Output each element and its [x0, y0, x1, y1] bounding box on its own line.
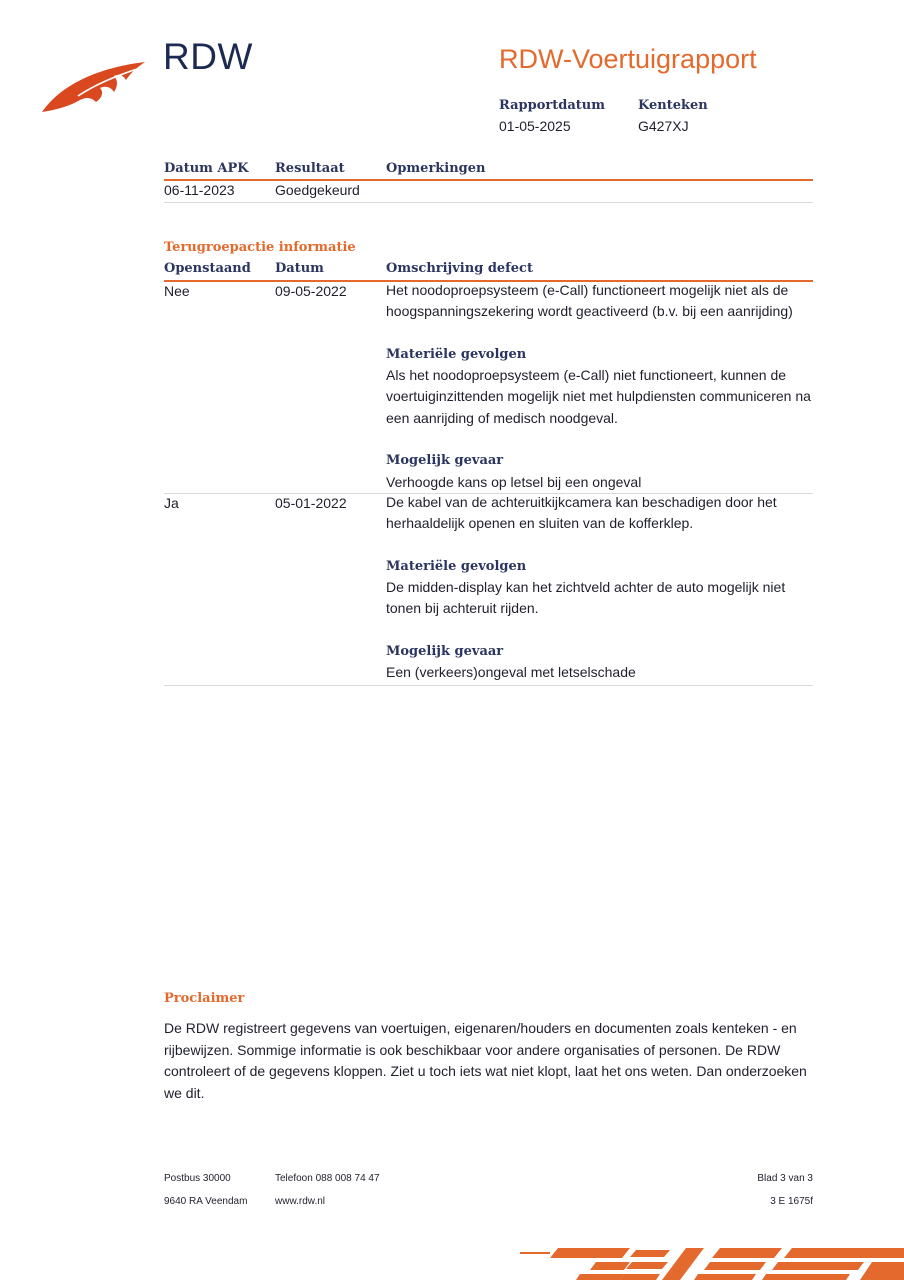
apk-header-result: Resultaat [275, 161, 345, 176]
possible-danger-text: Verhoogde kans op letsel bij een ongeval [386, 473, 642, 490]
recall-row-open: Ja [164, 495, 179, 511]
proclaimer-text: De RDW registreert gegevens van voertuigen, eigenaren/houders en documenten zoals kenteken - en rijbewijzen. Sommige informatie is ook beschikbaar voor andere organisaties of personen. De RDW controleert of de gegevens kloppen. Ziet u toch iets wat niet klopt, laat het ons weten. Dan onderzoeken we dit. [164, 1020, 807, 1101]
material-consequences-label: Materiële gevolgen [386, 558, 527, 574]
plate-label: Kenteken [638, 98, 708, 113]
apk-row-result: Goedgekeurd [275, 182, 360, 198]
recall-row-date: 09-05-2022 [275, 283, 347, 299]
recall-row-description [386, 492, 814, 684]
recall-row-divider [164, 685, 813, 686]
footer-phone: Telefoon 088 008 74 47 [275, 1173, 380, 1184]
plate-value: G427XJ [638, 118, 689, 134]
recall-row-date: 05-01-2022 [275, 495, 347, 511]
material-consequences-text: Als het noodoproepsysteem (e-Call) niet functioneert, kunnen de voertuiginzittenden mogelijk niet met hulpdiensten communiceren na een aanrijding of medisch noodgeval. [386, 367, 811, 426]
report-title: RDW-Voertuigrapport [499, 44, 757, 74]
rdw-logo-icon [40, 56, 150, 116]
proclaimer-title: Proclaimer [164, 991, 245, 1006]
rdw-stripes-icon [520, 1244, 904, 1280]
report-date-value: 01-05-2025 [499, 118, 571, 134]
footer-page-number: Blad 3 van 3 [757, 1173, 813, 1184]
report-date-label: Rapportdatum [499, 98, 605, 113]
possible-danger-text: Een (verkeers)ongeval met letselschade [386, 664, 636, 681]
possible-danger-label: Mogelijk gevaar [386, 453, 504, 469]
footer-city: 9640 RA Veendam [164, 1196, 248, 1207]
recall-header-defect: Omschrijving defect [386, 261, 533, 276]
apk-header-divider [164, 179, 813, 181]
brand-name: RDW [163, 36, 253, 77]
footer-postbus: Postbus 30000 [164, 1173, 231, 1184]
recall-section-title: Terugroepactie informatie [164, 240, 356, 255]
footer-document-code: 3 E 1675f [770, 1196, 813, 1207]
recall-header-date: Datum [275, 261, 324, 276]
recall-row-description [386, 280, 814, 493]
apk-header-remarks: Opmerkingen [386, 161, 486, 176]
recall-row-open: Nee [164, 283, 190, 299]
apk-header-date: Datum APK [164, 161, 249, 176]
material-consequences-label: Materiële gevolgen [386, 346, 527, 362]
defect-text: Het noodoproepsysteem (e-Call) functioneert mogelijk niet als de hoogspanningszekering wordt geactiveerd (b.v. bij een aanrijding) [386, 282, 793, 320]
material-consequences-text: De midden-display kan het zichtveld achter de auto mogelijk niet tonen bij achteruit rijden. [386, 579, 786, 617]
apk-row-date: 06-11-2023 [164, 182, 235, 198]
apk-row-divider [164, 202, 813, 203]
defect-text: De kabel van de achteruitkijkcamera kan beschadigen door het herhaaldelijk openen en sluiten van de kofferklep. [386, 494, 777, 532]
recall-header-open: Openstaand [164, 261, 251, 276]
footer-website[interactable]: www.rdw.nl [275, 1196, 326, 1207]
possible-danger-label: Mogelijk gevaar [386, 644, 504, 660]
